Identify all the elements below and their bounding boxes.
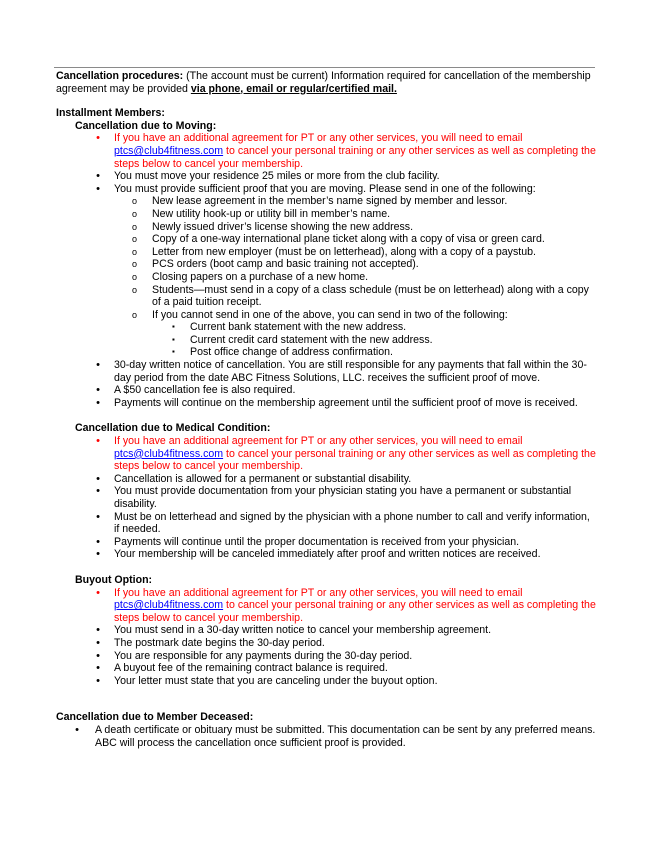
list-item xyxy=(56,346,596,359)
installment-members-heading: Installment Members: xyxy=(56,107,165,120)
bullet-disc-icon: • xyxy=(96,535,100,548)
list-item-text: Payments will continue until the proper documentation is received from your physician. xyxy=(114,535,520,548)
bullet-disc-icon: • xyxy=(96,435,100,448)
deceased-list xyxy=(56,724,596,749)
list-item-text: You must move your residence 25 miles or more from the club facility. xyxy=(114,170,440,183)
list-item-text: You must send in a 30-day written notice to cancel your membership agreement. xyxy=(114,624,492,637)
pt-notice-text: to cancel your personal training or any other services as well as completing the steps below to cancel your membership. xyxy=(114,447,596,473)
moving-heading: Cancellation due to Moving: xyxy=(75,119,217,132)
two-of-following-list xyxy=(56,321,596,359)
bullet-square-icon: ▪ xyxy=(172,334,175,344)
bullet-disc-icon: • xyxy=(96,485,100,498)
bullet-disc-icon: • xyxy=(96,624,100,637)
bullet-disc-icon: • xyxy=(96,472,100,485)
list-item-text: You must provide documentation from your physician stating you have a permanent or substantial disability. xyxy=(114,485,572,510)
intro-text: (The account must be current) Information required for cancellation of the membership agreement may be provided xyxy=(56,70,591,95)
list-item-text: Cancellation is allowed for a permanent or substantial disability. xyxy=(114,472,412,485)
list-item xyxy=(56,284,596,309)
pt-notice-text: to cancel your personal training or any other services as well as completing the steps below to cancel your membership. xyxy=(114,144,596,170)
buyout-heading: Buyout Option: xyxy=(75,573,153,586)
list-item-text: Letter from new employer (must be on letterhead), along with a copy of a paystub. xyxy=(152,245,536,258)
list-item-text: Current bank statement with the new address. xyxy=(190,321,407,334)
list-item-text: You must provide sufficient proof that you are moving. Please send in one of the following: xyxy=(114,182,536,195)
list-item-text: Your membership will be canceled immediately after proof and written notices are received. xyxy=(114,548,541,561)
document-page xyxy=(56,70,596,749)
list-item-text: Closing papers on a purchase of a new home. xyxy=(152,270,369,283)
intro-lead: Cancellation procedures: xyxy=(56,70,184,82)
list-item-text: You are responsible for any payments during the 30-day period. xyxy=(114,649,413,662)
list-item-text: A death certificate or obituary must be submitted. This documentation can be sent by any preferred means. ABC will process the cancellation once sufficient proof is provided. xyxy=(95,723,596,749)
pt-notice xyxy=(56,132,596,170)
list-item xyxy=(56,359,596,384)
bullet-circle-icon: o xyxy=(132,246,138,257)
list-item xyxy=(56,321,596,334)
list-item xyxy=(56,548,596,561)
moving-after-list xyxy=(56,359,596,409)
list-item-text: Post office change of address confirmation. xyxy=(190,346,393,359)
list-item xyxy=(56,334,596,347)
list-item-text: 30-day written notice of cancellation. You are still responsible for any payments that fall within the 30-day period from the date ABC Fitness Solutions, LLC. receives the sufficient proof of move. xyxy=(114,359,587,384)
proof-options-list xyxy=(56,195,596,321)
bullet-circle-icon: o xyxy=(132,196,138,207)
list-item xyxy=(56,637,596,650)
list-item xyxy=(56,536,596,549)
list-item-text: Current credit card statement with the new address. xyxy=(190,333,433,346)
list-item xyxy=(56,511,596,536)
list-item-text: The postmark date begins the 30-day period. xyxy=(114,636,325,649)
list-item xyxy=(56,258,596,271)
list-item xyxy=(56,271,596,284)
bullet-circle-icon: o xyxy=(132,259,138,270)
list-item-text: A buyout fee of the remaining contract balance is required. xyxy=(114,662,388,675)
buyout-list xyxy=(56,587,596,688)
list-item xyxy=(56,675,596,688)
medical-heading: Cancellation due to Medical Condition: xyxy=(75,422,271,435)
bullet-disc-icon: • xyxy=(96,674,100,687)
list-item-text: New lease agreement in the member’s name signed by member and lessor. xyxy=(152,195,508,208)
list-item xyxy=(56,724,596,749)
list-item-text: New utility hook-up or utility bill in member’s name. xyxy=(152,207,391,220)
pt-email-link[interactable]: ptcs@club4fitness.com xyxy=(114,447,224,460)
list-item xyxy=(56,233,596,246)
list-item-text: Payments will continue on the membership agreement until the sufficient proof of move is received. xyxy=(114,396,578,409)
bullet-circle-icon: o xyxy=(132,234,138,245)
top-divider xyxy=(54,67,595,68)
bullet-disc-icon: • xyxy=(96,182,100,195)
medical-list xyxy=(56,435,596,561)
pt-email-link[interactable]: ptcs@club4fitness.com xyxy=(114,599,224,612)
list-item xyxy=(56,221,596,234)
list-item xyxy=(56,309,596,322)
bullet-disc-icon: • xyxy=(96,384,100,397)
bullet-square-icon: ▪ xyxy=(172,347,175,357)
pt-notice-text: If you have an additional agreement for PT or any other services, you will need to email xyxy=(114,132,523,145)
list-item xyxy=(56,473,596,486)
bullet-disc-icon: • xyxy=(96,636,100,649)
list-item xyxy=(56,624,596,637)
bullet-disc-icon: • xyxy=(96,359,100,372)
intro-paragraph xyxy=(56,70,596,95)
bullet-disc-icon: • xyxy=(75,723,79,736)
bullet-disc-icon: • xyxy=(96,662,100,675)
bullet-circle-icon: o xyxy=(132,309,138,320)
bullet-disc-icon: • xyxy=(96,548,100,561)
pt-notice-text: to cancel your personal training or any other services as well as completing the steps below to cancel your membership. xyxy=(114,599,596,624)
list-item-text: Students—must send in a copy of a class schedule (must be on letterhead) along with a copy of a paid tuition receipt. xyxy=(152,283,589,309)
list-item-text: Copy of a one-way international plane ticket along with a copy of visa or green card. xyxy=(152,233,545,246)
bullet-disc-icon: • xyxy=(96,649,100,662)
bullet-circle-icon: o xyxy=(132,221,138,232)
deceased-heading: Cancellation due to Member Deceased: xyxy=(56,711,254,724)
list-item xyxy=(56,397,596,410)
bullet-disc-icon: • xyxy=(96,586,100,599)
list-item xyxy=(56,650,596,663)
list-item-text: PCS orders (boot camp and basic training not accepted). xyxy=(152,258,419,271)
pt-notice xyxy=(56,587,596,625)
bullet-circle-icon: o xyxy=(132,271,138,282)
list-item xyxy=(56,384,596,397)
list-item xyxy=(56,170,596,183)
bullet-circle-icon: o xyxy=(132,208,138,219)
list-item-text: Newly issued driver’s license showing the new address. xyxy=(152,220,414,233)
list-item-text: Your letter must state that you are canceling under the buyout option. xyxy=(114,674,438,687)
list-item-text: Must be on letterhead and signed by the physician with a phone number to call and verify information, if needed. xyxy=(114,510,590,536)
list-item xyxy=(56,195,596,208)
list-item-text: If you cannot send in one of the above, you can send in two of the following: xyxy=(152,308,508,321)
pt-notice-text: If you have an additional agreement for PT or any other services, you will need to email xyxy=(114,586,523,599)
list-item-text: A $50 cancellation fee is also required. xyxy=(114,384,296,397)
bullet-disc-icon: • xyxy=(96,510,100,523)
bullet-square-icon: ▪ xyxy=(172,322,175,332)
bullet-disc-icon: • xyxy=(96,396,100,409)
pt-notice-text: If you have an additional agreement for PT or any other services, you will need to email xyxy=(114,435,523,448)
bullet-circle-icon: o xyxy=(132,284,138,295)
list-item xyxy=(56,246,596,259)
list-item xyxy=(56,208,596,221)
bullet-disc-icon: • xyxy=(96,132,100,145)
moving-list xyxy=(56,132,596,195)
pt-notice xyxy=(56,435,596,473)
pt-email-link[interactable]: ptcs@club4fitness.com xyxy=(114,144,224,157)
intro-emphasis: via phone, email or regular/certified mail. xyxy=(190,82,397,95)
bullet-disc-icon: • xyxy=(96,170,100,183)
list-item xyxy=(56,485,596,510)
list-item xyxy=(56,662,596,675)
list-item xyxy=(56,183,596,196)
